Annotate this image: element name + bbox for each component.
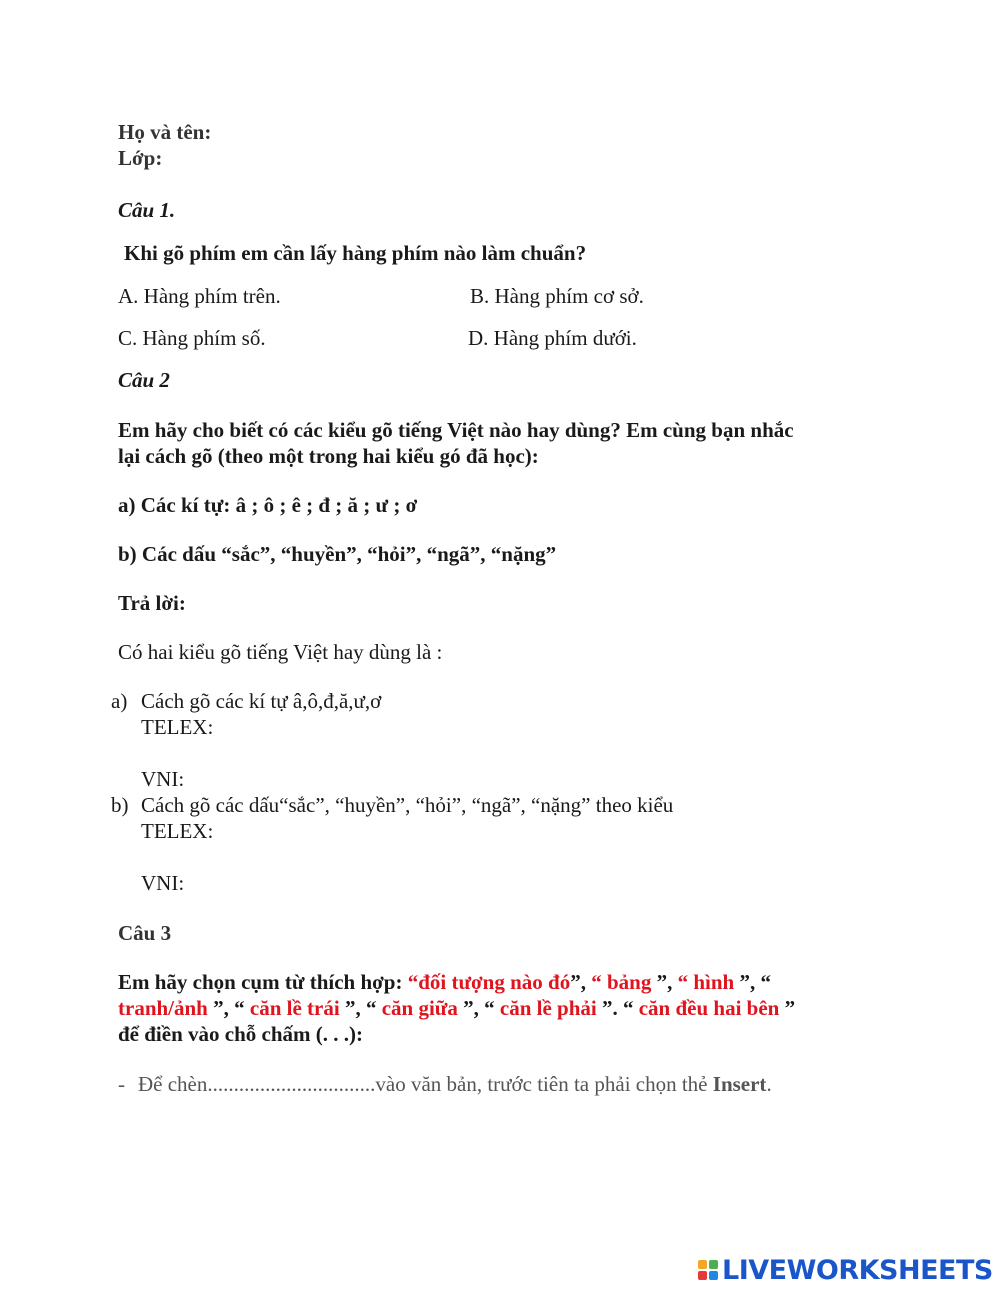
- q3-bullet-line: [138, 1071, 772, 1097]
- q1-option-c: C. Hàng phím số.: [118, 326, 266, 350]
- q3-l1-sep3: ”, “: [739, 970, 771, 994]
- q1-question: Khi gõ phím em cần lấy hàng phím nào làm chuẩn?: [124, 241, 587, 265]
- q3-option-doi-tuong: “đối tượng nào đó: [407, 970, 571, 994]
- q3-bullet-text: Để chèn................................vào văn bản, trước tiên ta phải chọn thẻ: [138, 1072, 713, 1096]
- q3-l2-sep2: ”, “: [344, 996, 382, 1020]
- liveworksheets-logo-text: LIVEWORKSHEETS: [722, 1254, 993, 1286]
- logo-square: [698, 1260, 707, 1269]
- q2-b-telex-label: TELEX:: [141, 819, 214, 843]
- q2-a-vni-label: VNI:: [141, 767, 185, 791]
- q2-b-vni-label: VNI:: [141, 871, 185, 895]
- logo-square: [709, 1271, 718, 1280]
- q3-bullet-dash: -: [118, 1072, 125, 1096]
- q3-bullet-insert: Insert: [712, 1072, 767, 1096]
- q3-l2-sep3: ”, “: [463, 996, 500, 1020]
- q2-part-b: b) Các dấu “sắc”, “huyền”, “hỏi”, “ngã”, “nặng”: [118, 542, 557, 566]
- q3-l2-sep4: ”. “: [601, 996, 639, 1020]
- q3-bullet-end: .: [766, 1072, 772, 1096]
- q3-l1-text: Em hãy chọn cụm từ thích hợp:: [118, 970, 408, 994]
- q2-answer-intro: Có hai kiểu gõ tiếng Việt hay dùng là :: [118, 640, 443, 664]
- name-label: Họ và tên:: [118, 120, 212, 144]
- q2-a-marker: a): [111, 689, 128, 713]
- q2-b-text: Cách gõ các dấu“sắc”, “huyền”, “hỏi”, “ngã”, “nặng” theo kiểu: [141, 793, 674, 817]
- q3-option-can-le-trai: căn lề trái: [249, 996, 345, 1020]
- logo-square: [709, 1260, 718, 1269]
- q3-option-tranh-anh: tranh/ảnh: [118, 996, 214, 1020]
- liveworksheets-logo: [698, 1254, 993, 1286]
- q2-part-a: a) Các kí tự: â ; ô ; ê ; đ ; ă ; ư ; ơ: [118, 493, 418, 517]
- q3-question-line2: [118, 995, 795, 1021]
- q1-option-b: B. Hàng phím cơ sở.: [470, 284, 644, 308]
- q3-l2-sep1: ”, “: [213, 996, 250, 1020]
- q3-l1-sep2: ”,: [656, 970, 678, 994]
- q1-option-d: D. Hàng phím dưới.: [468, 326, 637, 350]
- q2-title: Câu 2: [118, 368, 170, 392]
- q3-option-hinh: “ hình: [677, 970, 740, 994]
- q2-question-line1: Em hãy cho biết có các kiểu gõ tiếng Việt nào hay dùng? Em cùng bạn nhắc: [118, 418, 794, 442]
- q2-a-text: Cách gõ các kí tự â,ô,đ,ă,ư,ơ: [141, 689, 382, 713]
- q3-option-bang: “ bảng: [591, 970, 657, 994]
- liveworksheets-logo-icon: [698, 1260, 718, 1280]
- q3-question-line3: để điền vào chỗ chấm (. . .):: [118, 1022, 363, 1046]
- q3-question-line1: [118, 969, 771, 995]
- q3-option-can-le-phai: căn lề phải: [499, 996, 602, 1020]
- q3-option-can-deu: căn đều hai bên: [638, 996, 785, 1020]
- q2-a-telex-label: TELEX:: [141, 715, 214, 739]
- q3-title: Câu 3: [118, 921, 172, 945]
- q3-option-can-giua: căn giữa: [381, 996, 464, 1020]
- q2-question-line2: lại cách gõ (theo một trong hai kiểu gó đã học):: [118, 444, 539, 468]
- q2-answer-label: Trả lời:: [118, 591, 186, 615]
- q1-option-a: A. Hàng phím trên.: [118, 284, 281, 308]
- q1-title: Câu 1.: [118, 198, 176, 222]
- q2-b-marker: b): [111, 793, 129, 817]
- q3-l1-sep1: ”,: [570, 970, 592, 994]
- q3-l2-sep5: ”: [784, 996, 796, 1020]
- class-label: Lớp:: [118, 146, 163, 170]
- logo-square: [698, 1271, 707, 1280]
